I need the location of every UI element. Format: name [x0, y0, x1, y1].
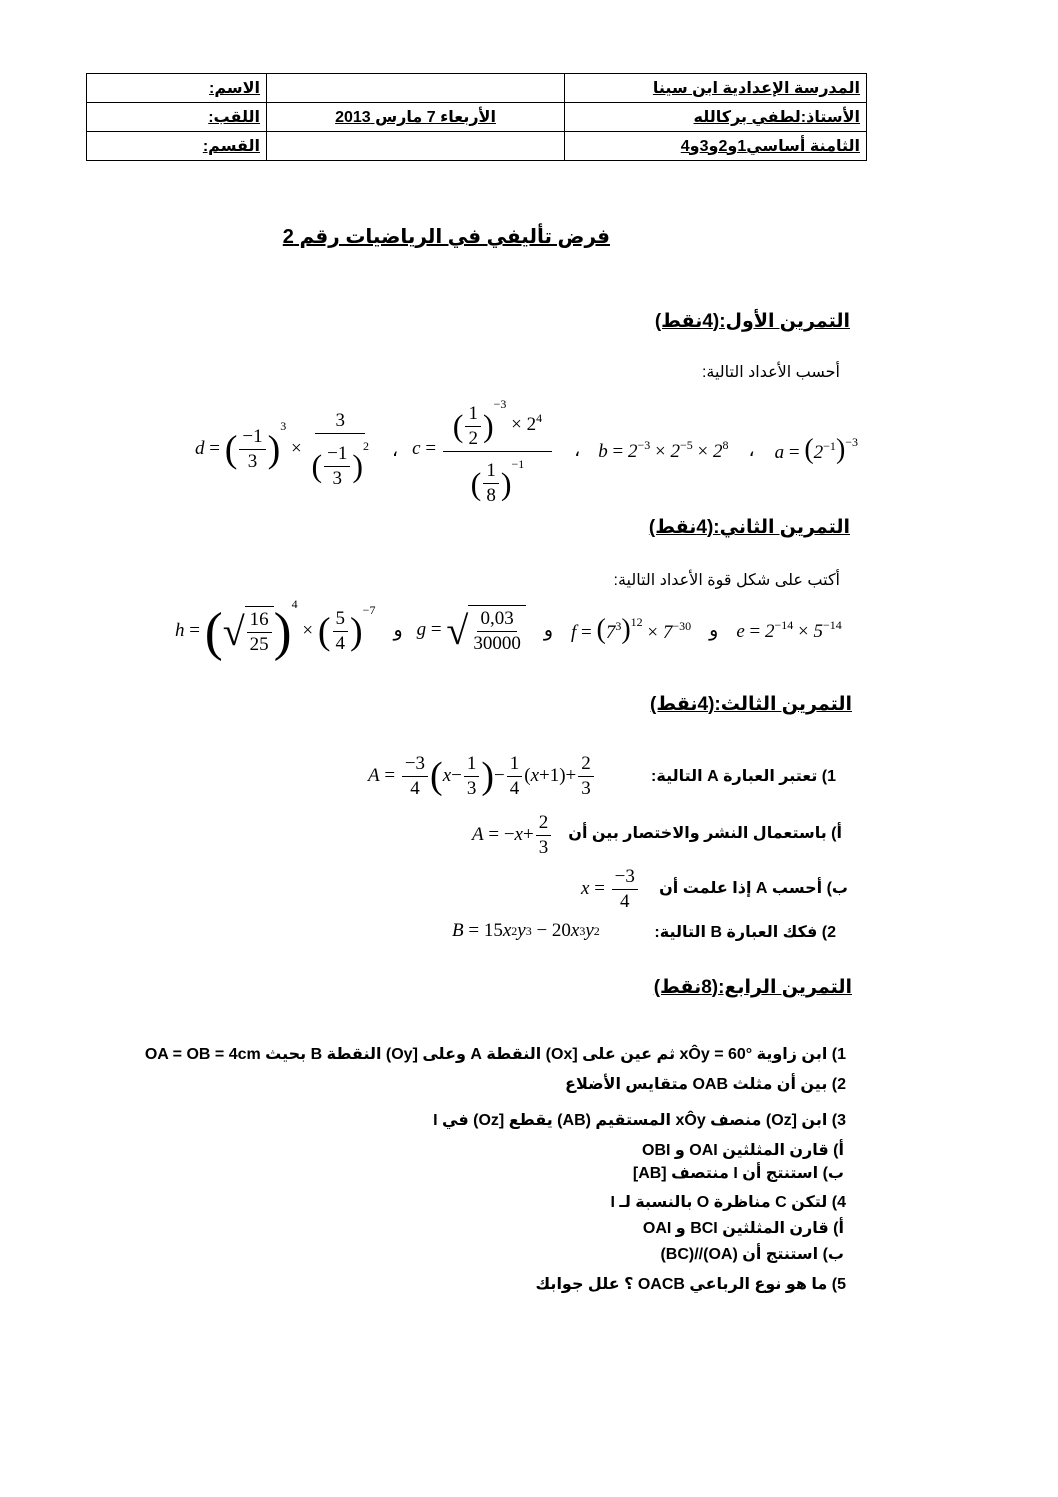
exercise-4-heading: التمرين الرابع:(8نقط)	[653, 977, 852, 998]
exam-title: فرض تأليفي في الرياضيات رقم 2	[282, 226, 610, 248]
exercise-1-heading: التمرين الأول:(4نقط)	[654, 311, 850, 332]
exercise-2-instruction: أكتب على شكل قوة الأعداد التالية:	[613, 572, 840, 589]
expr-A-simplified: A = − x + $\frac{2}{3}$	[472, 808, 553, 862]
exercise-4-q1: 1) ابن زاوية xÔy = 60° ثم عين على [Ox) النقطة A وعلى [Oy) النقطة B بحيث OA = OB = 4cm	[144, 1046, 846, 1063]
section-field	[267, 132, 565, 161]
exam-date: الأربعاء 7 مارس 2013	[267, 103, 565, 132]
separator: و	[709, 619, 719, 641]
expr-h: h = ( √ $\frac{16}{25}$ )$^4$ × ( $\frac{5}{4}$ )$^{-7}$	[175, 597, 376, 662]
section-label: القسم:	[87, 132, 267, 161]
exercise-4-q3b: ب) استنتج أن I منتصف [AB]	[632, 1165, 844, 1182]
expr-x-value: x = $\frac{-3}{4}$	[581, 862, 640, 916]
exercise-4-q2: 2) بين أن مثلث OAB متقايس الأضلاع	[565, 1076, 846, 1093]
expr-e: $e = 2^{-14} \times 5^{-14}$	[736, 617, 842, 642]
exercise-3-heading: التمرين الثالث:(4نقط)	[650, 694, 852, 715]
header-table	[86, 73, 867, 161]
expr-c: c = ( $\frac{1}{2}$ )$^{-3} \times 2^4$ ( $\frac{1}{8}$ )$^{-1}$	[412, 392, 554, 507]
surname-label: اللقب:	[87, 103, 267, 132]
exercise-3-q2: 2) فكك العبارة B التالية:	[654, 924, 836, 941]
exercise-2-heading: التمرين الثاني:(4نقط)	[648, 517, 850, 538]
exercise-4-q3: 3) ابن [Oz) منصف xÔy المستقيم (AB) يقطع [Oz) في I	[433, 1112, 846, 1129]
teacher-name: الأستاذ:لطفي بركالله	[565, 103, 867, 132]
exercise-3-q1b: ب) أحسب A إذا علمت أن	[659, 880, 848, 897]
exercise-4-q4a: أ) قارن المثلثين BCI و OAI	[642, 1220, 844, 1237]
separator: ،	[392, 439, 399, 461]
exercise-3-q1: 1) تعتبر العبارة A التالية:	[651, 768, 836, 785]
exercise-1-expressions	[195, 390, 858, 510]
expr-A: A = $\frac{-3}{4}$ ( x − $\frac{1}{3}$ ) − $\frac{1}{4}$ ( x +1)+ $\frac{2}{3}$	[368, 748, 596, 804]
exercise-1-instruction: أحسب الأعداد التالية:	[701, 364, 840, 381]
separator: و	[393, 619, 403, 641]
name-field	[267, 74, 565, 103]
separator: ،	[574, 439, 581, 461]
separator: و	[543, 619, 553, 641]
exercise-2-expressions	[175, 594, 842, 666]
class-levels: الثامنة أساسي1و2و3و4	[565, 132, 867, 161]
exercise-4-q3a: أ) قارن المثلثين OAI و OBI	[642, 1142, 844, 1159]
separator: ،	[748, 439, 755, 461]
expr-d: d = ( $\frac{-1}{3}$ )$^3$ × 3 ( $\frac{-1}{3}$ )$^2$	[195, 410, 369, 489]
expr-b: $b = 2^{-3} \times 2^{-5} \times 2^8$	[598, 437, 729, 462]
exercise-4-q4: 4) لتكن C مناظرة O بالنسبة لـ I	[610, 1194, 846, 1211]
expr-a: $a = (2^{-1})^{-3}$	[774, 434, 859, 465]
expr-B: B = 15 x 2 y 3 − 20 x 3 y 2	[452, 920, 600, 941]
name-label: الاسم:	[87, 74, 267, 103]
expr-f: $f = (7^3)^{12} \times 7^{-30}$	[571, 614, 692, 645]
exercise-3-q1a: أ) باستعمال النشر والاختصار بين أن	[568, 825, 842, 842]
expr-g: g = √ $\frac{0,03}{30000}$	[417, 605, 526, 656]
exercise-4-q5: 5) ما هو نوع الرباعي OACB ؟ علل جوابك	[535, 1276, 846, 1293]
exercise-4-q4b: ب) استنتج أن (OA)//(BC)	[660, 1246, 844, 1263]
school-name: المدرسة الإعدادية ابن سينا	[565, 74, 867, 103]
